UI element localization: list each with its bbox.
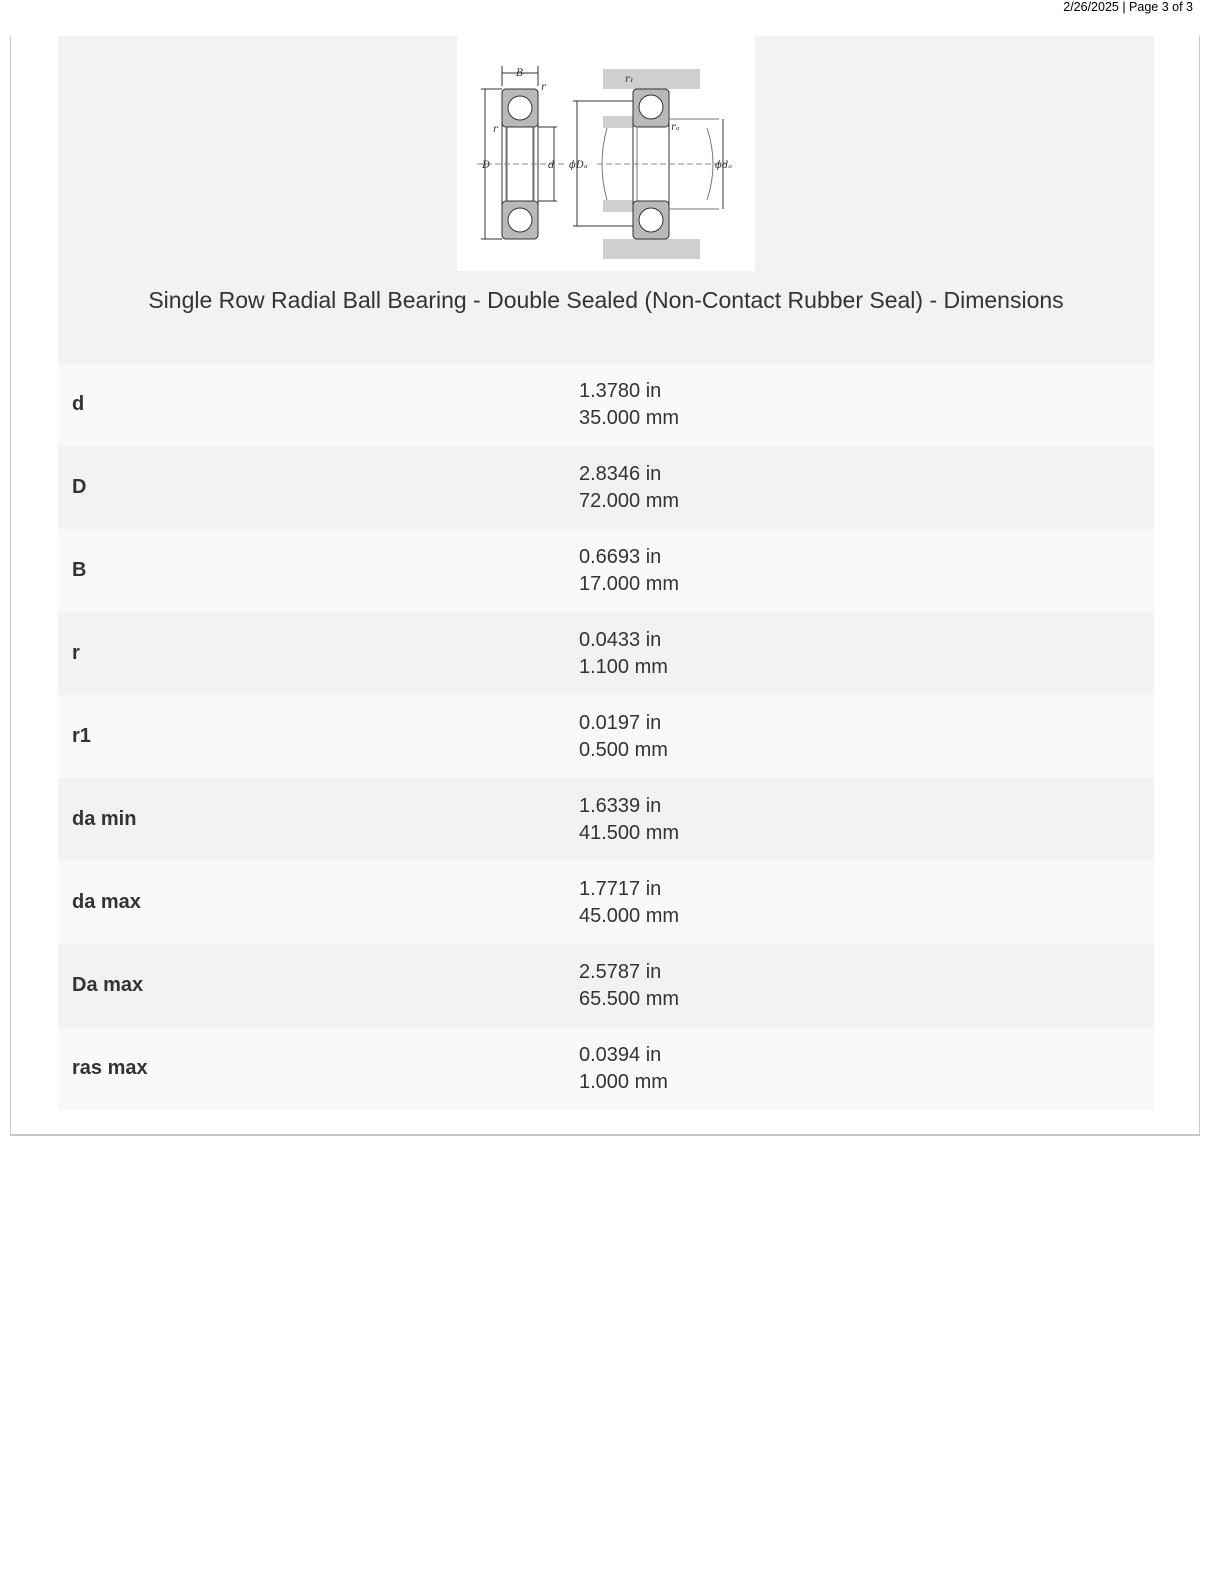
- param-name: da max: [58, 861, 565, 944]
- label-ra: rₐ: [671, 122, 680, 133]
- value-mm: 72.000 mm: [579, 489, 680, 512]
- param-value: [565, 944, 1154, 1027]
- value-inch: 1.3780 in: [579, 379, 662, 402]
- label-B: B: [516, 68, 524, 79]
- param-name: r: [58, 612, 565, 695]
- table-row: [58, 695, 1154, 778]
- param-name: ras max: [58, 1027, 565, 1110]
- table-row: [58, 944, 1154, 1027]
- value-mm: 65.500 mm: [579, 987, 680, 1010]
- param-name: r1: [58, 695, 565, 778]
- bearing-dimension-drawing: [457, 36, 755, 271]
- param-name: D: [58, 446, 565, 529]
- label-r-top: r: [541, 82, 546, 93]
- table-row: [58, 529, 1154, 612]
- value-mm: 0.500 mm: [579, 738, 668, 761]
- dimensions-section: [58, 36, 1154, 1110]
- param-name: d: [58, 363, 565, 446]
- value-mm: 17.000 mm: [579, 572, 680, 595]
- table-row: [58, 861, 1154, 944]
- value-inch: 1.7717 in: [579, 877, 662, 900]
- param-name: da min: [58, 778, 565, 861]
- table-row: [58, 1027, 1154, 1110]
- value-mm: 41.500 mm: [579, 821, 680, 844]
- value-mm: 1.000 mm: [579, 1070, 668, 1093]
- value-mm: 35.000 mm: [579, 406, 680, 429]
- param-value: [565, 778, 1154, 861]
- param-value: [565, 861, 1154, 944]
- label-r-side: r: [493, 124, 498, 135]
- label-d: d: [548, 160, 555, 171]
- param-name: Da max: [58, 944, 565, 1027]
- value-inch: 0.0394 in: [579, 1043, 662, 1066]
- value-inch: 2.8346 in: [579, 462, 662, 485]
- table-row: [58, 363, 1154, 446]
- value-inch: 0.6693 in: [579, 545, 662, 568]
- dimensions-table: [58, 363, 1154, 1110]
- table-row: [58, 446, 1154, 529]
- label-r1: r₁: [625, 74, 634, 85]
- param-value: [565, 612, 1154, 695]
- label-phiDa: ϕDₐ: [569, 160, 588, 171]
- param-value: [565, 1027, 1154, 1110]
- value-inch: 1.6339 in: [579, 794, 662, 817]
- diagram-caption: Single Row Radial Ball Bearing - Double Sealed (Non-Contact Rubber Seal) - Dimensions: [148, 287, 1064, 313]
- value-inch: 2.5787 in: [579, 960, 662, 983]
- diagram-panel: [58, 36, 1154, 363]
- bearing-diagram: [457, 36, 755, 271]
- table-row: [58, 778, 1154, 861]
- table-row: [58, 612, 1154, 695]
- page-header: 2/26/2025 | Page 3 of 3: [1063, 0, 1193, 14]
- param-value: [565, 695, 1154, 778]
- value-inch: 0.0433 in: [579, 628, 662, 651]
- param-name: B: [58, 529, 565, 612]
- value-mm: 45.000 mm: [579, 904, 680, 927]
- label-D: D: [482, 160, 491, 171]
- value-mm: 1.100 mm: [579, 655, 668, 678]
- param-value: [565, 529, 1154, 612]
- param-value: [565, 446, 1154, 529]
- label-phida: ϕdₐ: [715, 160, 732, 171]
- param-value: [565, 363, 1154, 446]
- value-inch: 0.0197 in: [579, 711, 662, 734]
